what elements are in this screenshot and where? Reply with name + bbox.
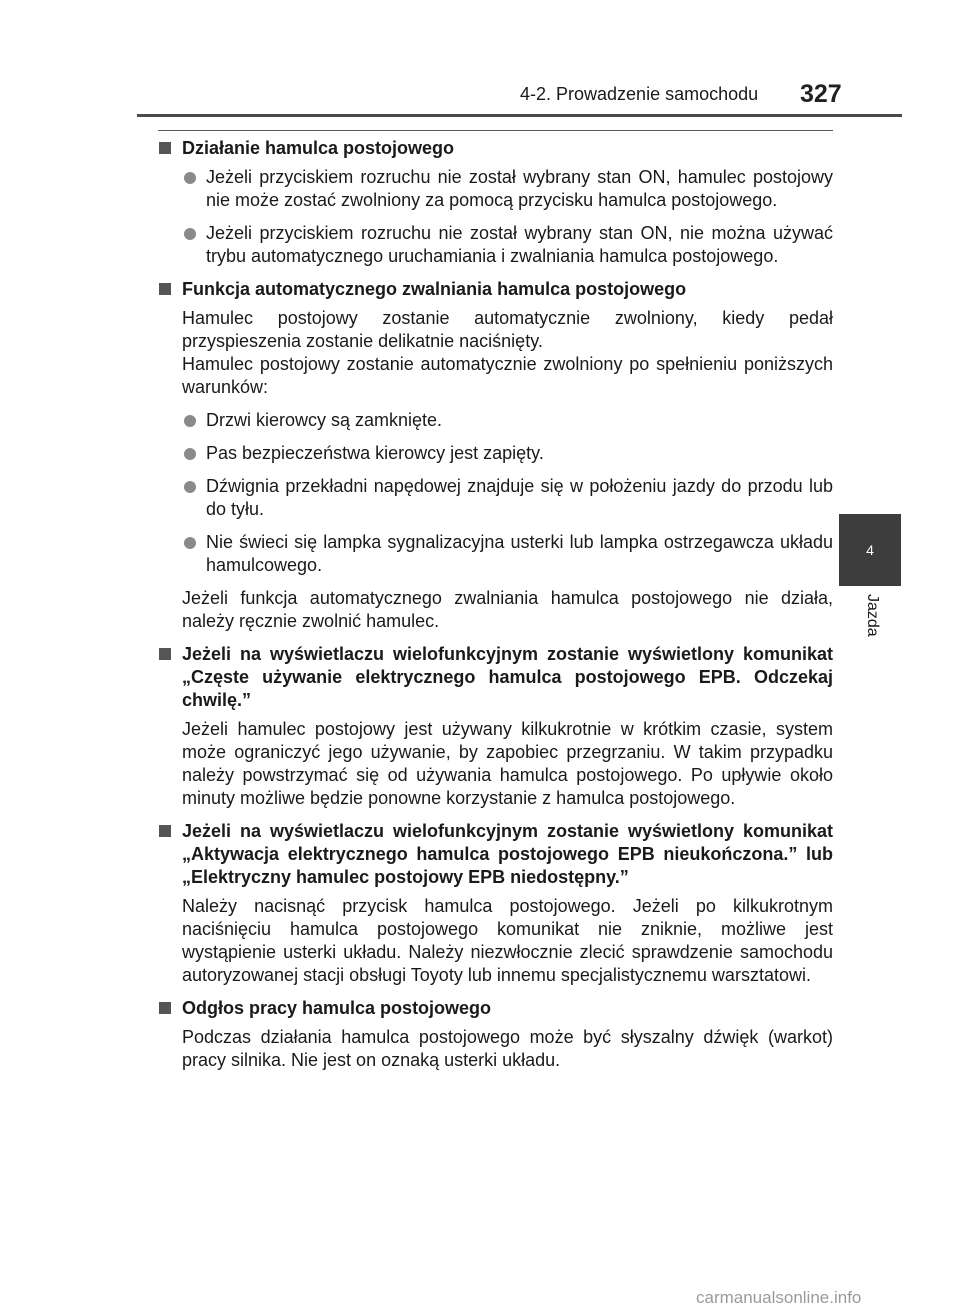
paragraph: Hamulec postojowy zostanie automatycznie zwolniony, kiedy pedał przyspieszenia zostanie delikatnie naciśnięty. Hamulec postojowy zostanie automatycznie zwolniony po spełnieniu poniższych warunków: [182, 308, 833, 397]
section-title-text: Funkcja automatycznego zwalniania hamulca postojowego [182, 279, 687, 299]
square-bullet-icon [158, 997, 182, 1020]
page-content [158, 137, 833, 1082]
square-bullet-icon [158, 137, 182, 160]
square-bullet-icon [158, 278, 182, 301]
list-item-text: Drzwi kierowcy są zamknięte. [206, 410, 443, 430]
content-divider [158, 130, 833, 131]
section-title-text: Działanie hamulca postojowego [182, 138, 455, 158]
round-bullet-icon [182, 166, 206, 189]
section-title-text: Odgłos pracy hamulca postojowego [182, 998, 492, 1018]
section-title [158, 278, 833, 301]
list-item-text: Jeżeli przyciskiem rozruchu nie został wybrany stan ON, hamulec postojowy nie może zostać zwolniony za pomocą przycisku hamulca postojowego. [206, 167, 833, 210]
watermark: carmanualsonline.info [696, 1288, 862, 1307]
section [158, 643, 833, 810]
list-item [182, 531, 833, 577]
round-bullet-icon [182, 442, 206, 465]
paragraph: Należy nacisnąć przycisk hamulca postojowego. Jeżeli po kilkukrotnym naciśnięciu hamulca postojowego komunikat nie zniknie, możliwe jest wystąpienie usterki układu. Należy niezwłocznie zlecić sprawdzenie samochodu autoryzowanej stacji obsługi Toyoty lub innemu specjalistycznemu warsztatowi. [182, 896, 833, 985]
section [158, 137, 833, 268]
section [158, 278, 833, 633]
list-item-text: Pas bezpieczeństwa kierowcy jest zapięty. [206, 443, 544, 463]
list-item-text: Dźwignia przekładni napędowej znajduje się w położeniu jazdy do przodu lub do tyłu. [206, 476, 833, 519]
list-item [182, 409, 833, 432]
square-bullet-icon [158, 643, 182, 666]
section [158, 997, 833, 1072]
chapter-tab [839, 514, 901, 586]
header-divider [137, 114, 902, 117]
page-header [0, 0, 960, 120]
round-bullet-icon [182, 531, 206, 554]
section-title [158, 137, 833, 160]
list-item [182, 166, 833, 212]
square-bullet-icon [158, 820, 182, 843]
round-bullet-icon [182, 475, 206, 498]
chapter-number: 4 [866, 542, 874, 558]
paragraph: Jeżeli hamulec postojowy jest używany kilkukrotnie w krótkim czasie, system może ograniczyć jego używanie, by zapobiec przegrzaniu. W takim przypadku należy powstrzymać się od używania hamulca postojowego. Po upływie około minuty możliwe będzie ponowne korzystanie z hamulca postojowego. [182, 719, 833, 808]
paragraph: Podczas działania hamulca postojowego może być słyszalny dźwięk (warkot) pracy silnika. Nie jest on oznaką usterki układu. [182, 1027, 833, 1070]
section-label: 4-2. Prowadzenie samochodu [520, 84, 759, 104]
chapter-label: Jazda [864, 594, 881, 637]
page-number: 327 [800, 80, 842, 108]
round-bullet-icon [182, 409, 206, 432]
list-item-text: Jeżeli przyciskiem rozruchu nie został wybrany stan ON, nie można używać trybu automatycznego uruchamiania i zwalniania hamulca postojowego. [206, 223, 833, 266]
section-title-text: Jeżeli na wyświetlaczu wielofunkcyjnym zostanie wyświetlony komunikat „Aktywacja elektrycznego hamulca postojowego EPB nieukończona.” lub „Elektryczny hamulec postojowy EPB niedostępny.” [182, 821, 833, 887]
round-bullet-icon [182, 222, 206, 245]
list-item [182, 222, 833, 268]
section-title [158, 820, 833, 889]
list-item [182, 475, 833, 521]
section-title [158, 643, 833, 712]
section-title [158, 997, 833, 1020]
section-title-text: Jeżeli na wyświetlaczu wielofunkcyjnym zostanie wyświetlony komunikat „Częste używanie elektrycznego hamulca postojowego EPB. Odczekaj chwilę.” [182, 644, 833, 710]
list-item-text: Nie świeci się lampka sygnalizacyjna usterki lub lampka ostrzegawcza układu hamulcowego. [206, 532, 833, 575]
paragraph: Jeżeli funkcja automatycznego zwalniania hamulca postojowego nie działa, należy ręcznie zwolnić hamulec. [182, 588, 833, 631]
list-item [182, 442, 833, 465]
section [158, 820, 833, 987]
